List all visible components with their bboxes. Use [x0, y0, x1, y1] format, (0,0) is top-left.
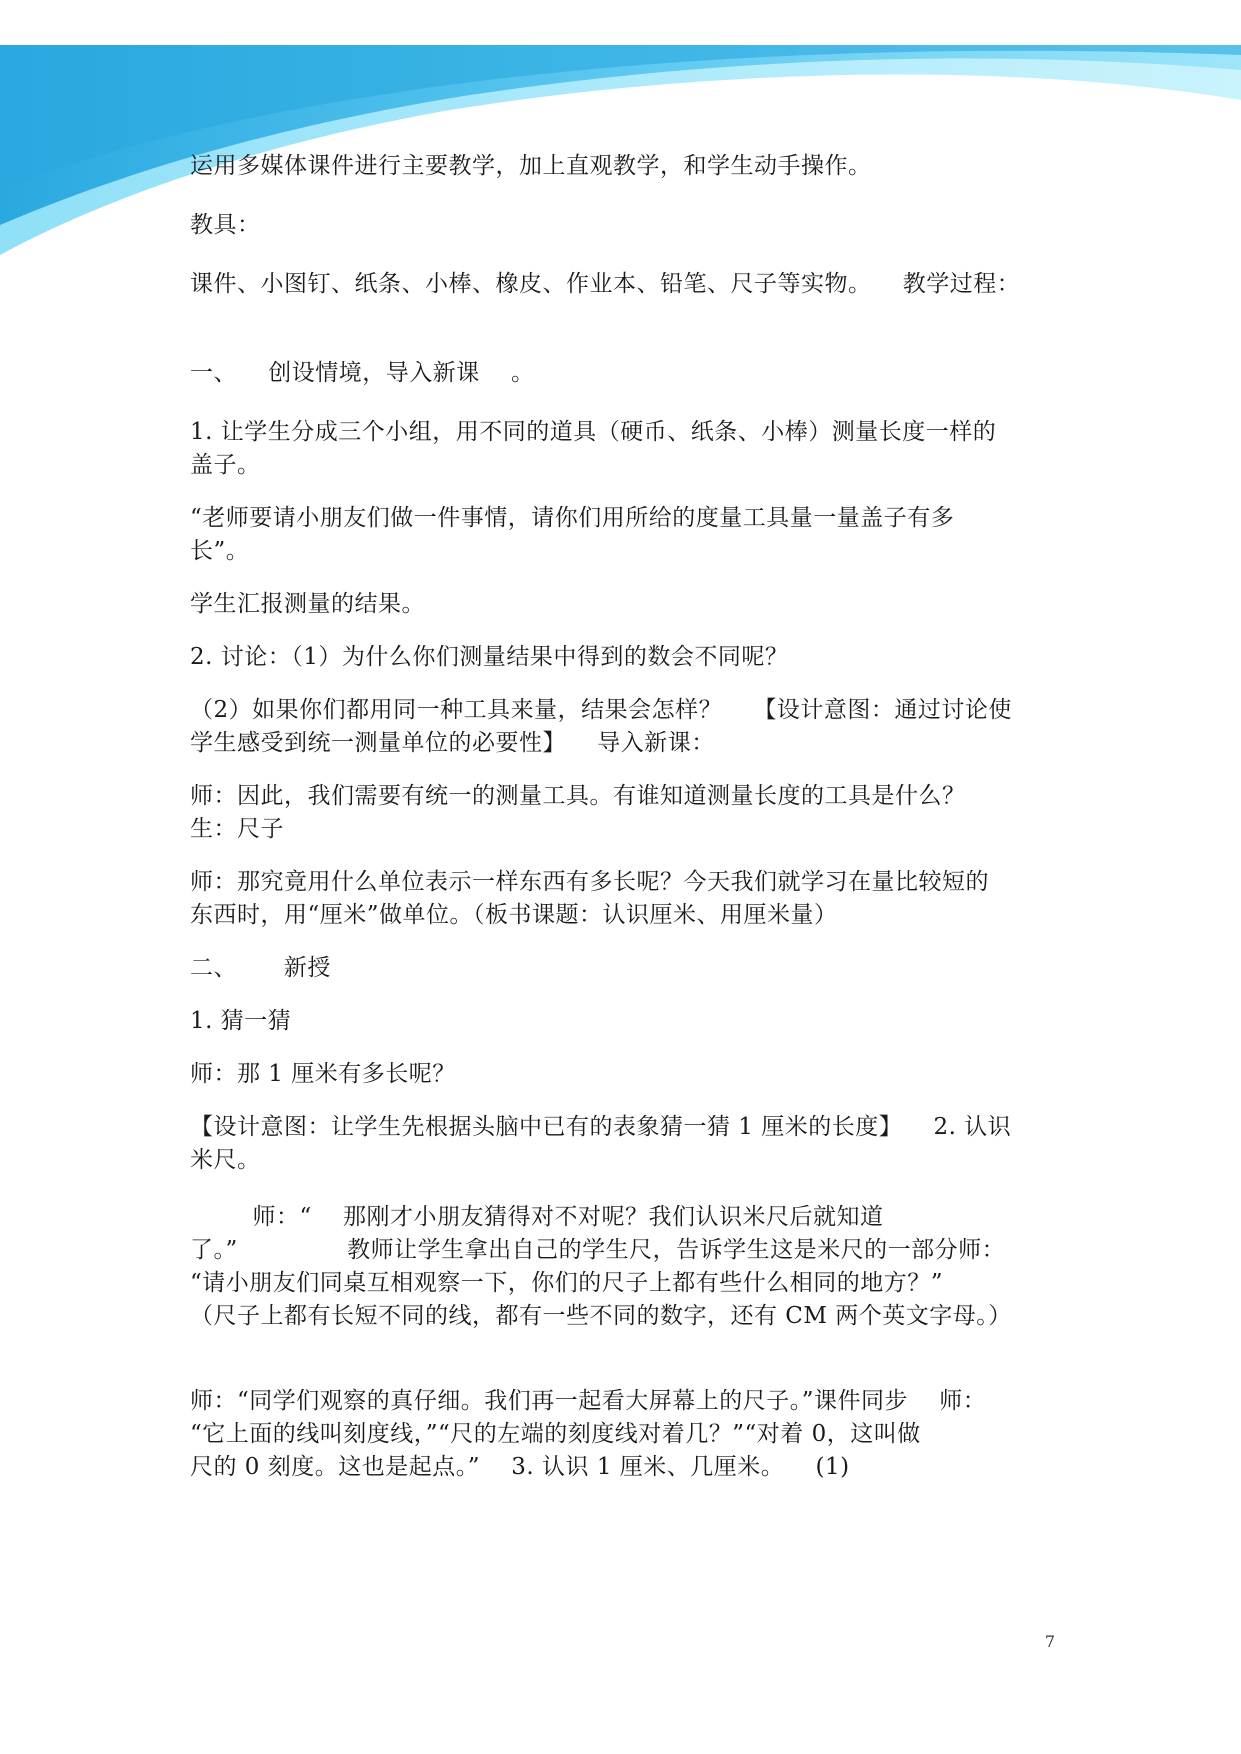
paragraph-group-activity	[190, 416, 1070, 482]
paragraph-question: 师：那 1 厘米有多长呢？	[190, 1061, 456, 1087]
paragraph-scale-lines	[190, 1385, 1070, 1484]
paragraph-ruler-intro	[190, 1201, 1070, 1333]
section-heading-1: 一、 创设情境，导入新课 。	[190, 360, 535, 386]
text-line: 师：“同学们观察的真仔细。我们再一起看大屏幕上的尺子。”课件同步 师：	[190, 1388, 987, 1414]
text-line: 了。” 教师让学生拿出自己的学生尺，告诉学生这是米尺的一部分师：	[190, 1237, 1006, 1263]
text-line: 东西时，用“厘米”做单位。（板书课题：认识厘米、用厘米量）	[190, 902, 838, 928]
text-line: 长”。	[190, 538, 250, 564]
paragraph-design-intent-1	[190, 694, 1070, 760]
document-body	[190, 150, 1070, 1484]
text-line: 尺的 0 刻度。这也是起点。” 3. 认识 1 厘米、几厘米。 (1)	[190, 1454, 850, 1480]
paragraph-design-intent-2	[190, 1111, 1070, 1177]
paragraph-dialogue-tools	[190, 780, 1070, 846]
paragraph-teacher-quote	[190, 502, 1070, 568]
paragraph-dialogue-units	[190, 866, 1070, 932]
paragraph-teaching-method: 运用多媒体课件进行主要教学，加上直观教学，和学生动手操作。	[190, 153, 872, 179]
paragraph-teaching-aids-list: 课件、小图钉、纸条、小棒、橡皮、作业本、铅笔、尺子等实物。 教学过程：	[190, 271, 1021, 297]
text-line: 师：那究竟用什么单位表示一样东西有多长呢？今天我们就学习在量比较短的	[190, 869, 989, 895]
text-line: 米尺。	[190, 1147, 261, 1173]
text-line: （尺子上都有长短不同的线，都有一些不同的数字，还有 CM 两个英文字母。）	[190, 1303, 1012, 1329]
text-line: “老师要请小朋友们做一件事情，请你们用所给的度量工具量一量盖子有多	[190, 505, 955, 531]
text-line: 学生感受到统一测量单位的必要性】 导入新课：	[190, 730, 715, 756]
text-line: 1. 让学生分成三个小组，用不同的道具（硬币、纸条、小棒）测量长度一样的	[190, 419, 997, 445]
text-line: 师：因此，我们需要有统一的测量工具。有谁知道测量长度的工具是什么？	[190, 783, 966, 809]
paragraph-guess: 1. 猜一猜	[190, 1008, 292, 1034]
section-heading-2: 二、 新授	[190, 955, 331, 981]
paragraph-teaching-aids-heading: 教具：	[190, 212, 261, 238]
text-line: “请小朋友们同桌互相观察一下，你们的尺子上都有些什么相同的地方？”	[190, 1270, 944, 1296]
paragraph-report: 学生汇报测量的结果。	[190, 591, 425, 617]
text-line: 【设计意图：让学生先根据头脑中已有的表象猜一猜 1 厘米的长度】 2. 认识	[190, 1114, 1012, 1140]
text-line: “它上面的线叫刻度线，”“尺的左端的刻度线对着几？”“对着 0，这叫做	[190, 1421, 921, 1447]
page-number: 7	[1044, 1632, 1055, 1651]
text-line: 生：尺子	[190, 816, 284, 842]
text-line: （2）如果你们都用同一种工具来量，结果会怎样？ 【设计意图：通过讨论使	[190, 697, 1012, 723]
text-line: 师：“ 那刚才小朋友猜得对不对呢？我们认识米尺后就知道	[190, 1204, 884, 1230]
text-line: 盖子。	[190, 452, 261, 478]
paragraph-discussion: 2. 讨论：（1）为什么你们测量结果中得到的数会不同呢？	[190, 644, 789, 670]
